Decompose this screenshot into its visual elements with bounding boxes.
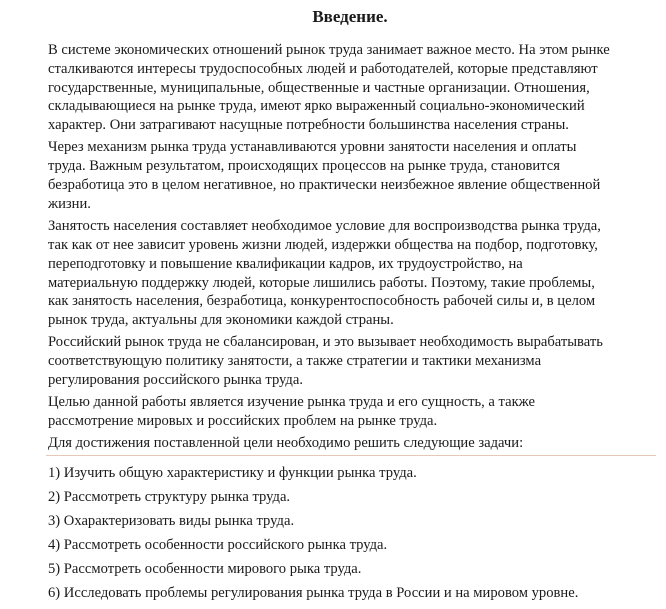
paragraph-line: Занятость населения составляет необходимое условие для воспроизводства рынка труда, — [48, 218, 601, 235]
task-list — [48, 463, 578, 607]
paragraph-line: складывающиеся на рынке труда, имеют ярко выраженный социально-экономический — [48, 98, 585, 115]
task-item: 1) Изучить общую характеристику и функции рынка труда. — [48, 465, 417, 481]
paragraph-line: Через механизм рынка труда устанавливаются уровни занятости населения и оплаты — [48, 139, 577, 156]
paragraph — [48, 333, 663, 389]
paragraph-line: Целью данной работы является изучение рынка труда и его сущность, а также — [48, 394, 536, 411]
paragraph — [48, 434, 663, 453]
paragraph-line: безработица это в целом негативное, но практически неизбежное явление общественной — [48, 177, 601, 194]
paragraph-line: соответствующую политику занятости, а также стратегии и тактики механизма — [48, 353, 542, 370]
paragraph — [48, 393, 663, 431]
task-item: 6) Исследовать проблемы регулирования рынка труда в России и на мировом уровне. — [48, 585, 579, 601]
paragraph-line: сталкиваются интересы трудоспособных людей и работодателей, которые представляют — [48, 60, 598, 77]
task-item: 4) Рассмотреть особенности российского рынка труда. — [48, 537, 388, 553]
paragraph — [48, 138, 663, 213]
paragraph-line: переподготовку и повышение квалификации кадров, их трудоустройство, на — [48, 255, 523, 272]
paragraph-line: государственные, муниципальные, общественные и частные организации. Отношения, — [48, 79, 590, 96]
task-item: 5) Рассмотреть особенности мирового рыка труда. — [48, 561, 362, 577]
paragraph-line: Для достижения поставленной цели необходимо решить следующие задачи: — [48, 435, 524, 452]
paragraph-line: рассмотрение мировых и российских проблем на рынке труда. — [48, 413, 438, 430]
document-title: Введение. — [312, 7, 388, 26]
task-item: 2) Рассмотреть структуру рынка труда. — [48, 489, 291, 505]
paragraph-line: материальную поддержку людей, которые лишились работы. Поэтому, такие проблемы, — [48, 274, 595, 291]
paragraph-line: труда. Важным результатом, происходящих процессов на рынке труда, становится — [48, 158, 560, 175]
paragraph-line: регулирования российского рынка труда. — [48, 372, 303, 389]
task-item: 3) Охарактеризовать виды рынка труда. — [48, 513, 295, 529]
paragraph-line: как занятость населения, безработица, конкурентоспособность рабочей силы и, в целом — [48, 293, 596, 310]
paragraph-line: Российский рынок труда не сбалансирован, и это вызывает необходимость вырабатывать — [48, 334, 603, 351]
paragraph-line: характер. Они затрагивают насущные потребности большинства населения страны. — [48, 117, 569, 134]
document-body — [48, 41, 663, 457]
paragraph — [48, 217, 663, 330]
paragraph-line: так как от нее зависит уровень жизни людей, издержки общества на подбор, подготовку, — [48, 236, 598, 253]
paragraph-line: рынок труда, актуальны для экономики каждой страны. — [48, 312, 394, 329]
paragraph-line: жизни. — [48, 195, 91, 212]
paragraph — [48, 41, 663, 135]
divider — [46, 455, 656, 456]
paragraph-line: В системе экономических отношений рынок труда занимает важное место. На этом рынке — [48, 42, 610, 58]
